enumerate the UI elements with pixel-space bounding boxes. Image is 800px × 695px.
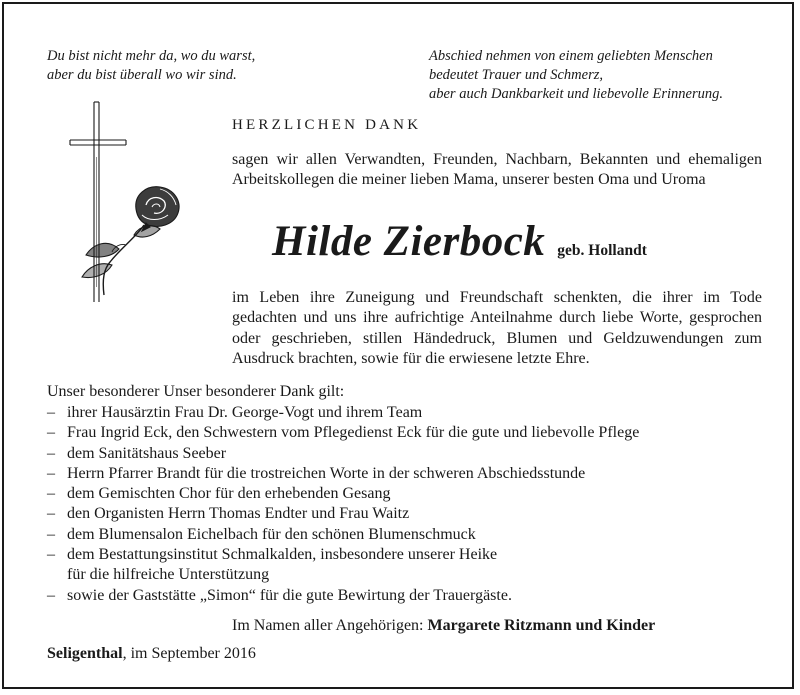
place-date [47,645,256,663]
list-item-text: dem Gemischten Chor für den erhebenden Gesang [67,485,391,503]
list-item [47,403,639,423]
body-paragraph: im Leben ihre Zuneigung und Freundschaft schenkten, die ihrer im Tode gedachten und uns ihre aufrichtige Anteilnahme durch liebe Worte, gesprochen oder geschrieben, stillen Händedruck, Blumen und Geldzuwendungen zum Ausdruck brachten, sowie für die erwiesene letzte Ehre. [232,289,762,367]
signoff [232,617,655,635]
list-item-text: den Organisten Herrn Thomas Endter und Frau Waitz [67,505,410,523]
poem-left [47,47,255,85]
obituary-card [2,2,794,689]
list-item-continuation: für die hilfreiche Unterstützung [67,566,270,584]
list-item-text: dem Sanitätshaus Seeber [67,444,227,462]
poem-left-line-2: aber du bist überall wo wir sind. [47,67,237,83]
list-item-text: dem Blumensalon Eichelbach für den schönen Blumenschmuck [67,525,476,543]
list-dash: – [47,464,55,482]
list-item-text: Frau Ingrid Eck, den Schwestern vom Pflegedienst Eck für die gute und liebevolle Pflege [67,424,640,442]
place: Seligenthal [47,645,123,662]
list-dash: – [47,546,55,564]
list-dash: – [47,505,55,523]
list-item [47,504,639,524]
list-item [47,464,639,484]
list-dash: – [47,424,55,442]
poem-right-line-2: bedeutet Trauer und Schmerz, [429,67,603,83]
list-item [47,444,639,464]
list-item [47,484,639,504]
list-item [47,525,639,545]
deceased-name-line [272,217,647,266]
list-item-text: ihrer Hausärztin Frau Dr. George-Vogt und ihrem Team [67,404,423,421]
list-item-text: sowie der Gaststätte „Simon“ für die gute Bewirtung der Trauergäste. [67,586,512,604]
list-item-text: dem Bestattungsinstitut Schmalkalden, insbesondere unserer Heike [67,546,498,564]
thanks-list [47,403,639,606]
intro-paragraph: sagen wir allen Verwandten, Freunden, Nachbarn, Bekannten und ehemaligen Arbeitskollegen die meiner lieben Mama, unserer besten Oma und Uroma [232,151,762,189]
list-dash: – [47,525,55,543]
list-item [47,423,639,443]
list-dash: – [47,485,55,503]
list-item-text: Herrn Pfarrer Brandt für die trostreichen Worte in der schweren Abschiedsstunde [67,464,586,482]
list-dash: – [47,444,55,462]
poem-right-line-1: Abschied nehmen von einem geliebten Menschen [429,48,713,64]
poem-left-line-1: Du bist nicht mehr da, wo du warst, [47,48,256,64]
cross-with-rose-icon [64,97,204,307]
deceased-birth-name: geb. Hollandt [557,242,647,259]
list-dash: – [47,586,55,604]
deceased-name: Hilde Zierbock [272,218,546,265]
list-item [47,545,639,586]
signoff-names: Margarete Ritzmann und Kinder [427,617,656,634]
signoff-prefix: Im Namen aller Angehörigen: [232,617,424,634]
thanks-intro: Unser besonderer Unser besonderer Dank gilt: [47,383,345,400]
poem-right-line-3: aber auch Dankbarkeit und liebevolle Erinnerung. [429,86,723,102]
heading-thanks: HERZLICHEN DANK [232,117,422,133]
list-item [47,586,639,606]
poem-right [429,47,723,104]
date: , im September 2016 [122,645,256,662]
list-dash: – [47,404,55,421]
